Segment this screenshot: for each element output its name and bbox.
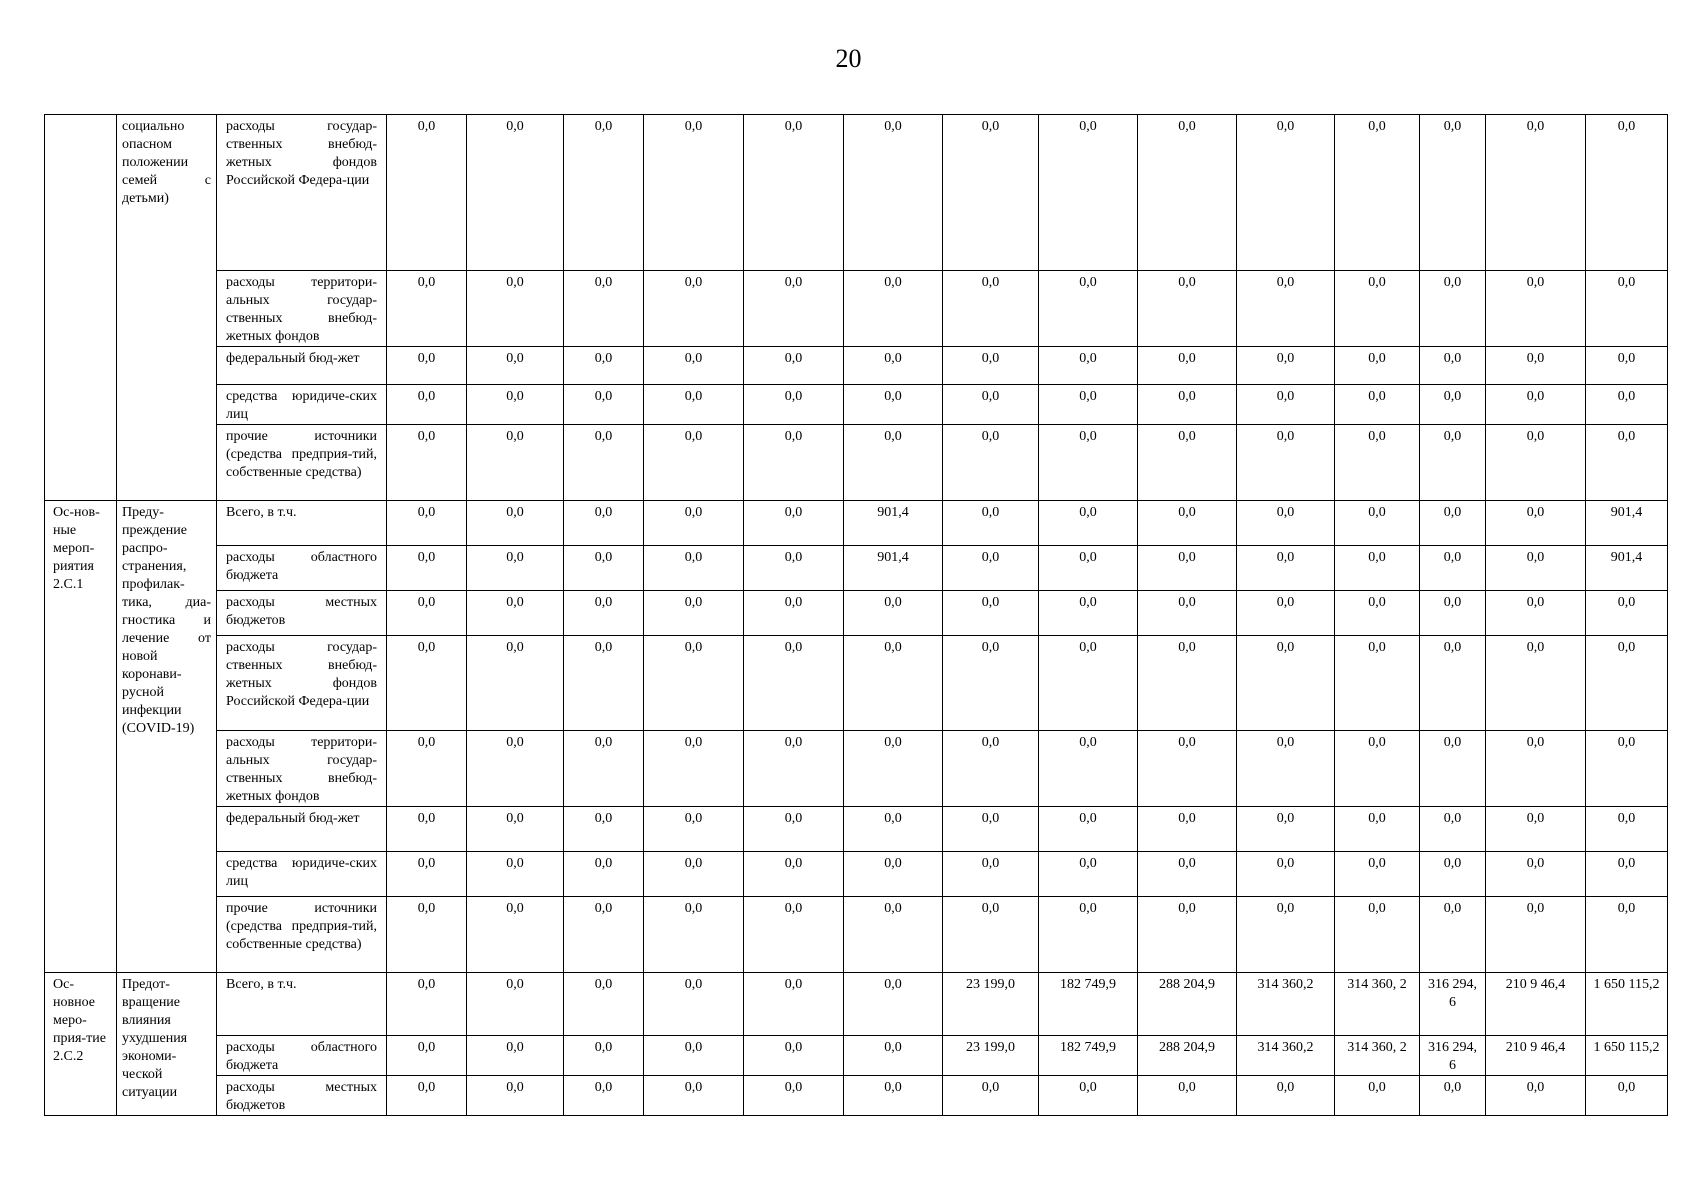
value-cell: 0,0 [1486,501,1586,546]
value-cell: 0,0 [1335,425,1420,501]
value-cell: 0,0 [1039,1076,1138,1116]
value-cell: 0,0 [564,897,644,973]
page-number: 20 [835,44,862,73]
table-row [45,1036,1668,1076]
value-cell: 0,0 [467,501,564,546]
table-row [45,347,1668,385]
value-cell: 0,0 [943,115,1039,271]
value-cell: 0,0 [1039,636,1138,731]
value-cell: 0,0 [387,385,467,425]
value-cell: 0,0 [1586,591,1668,636]
value-cell: 0,0 [943,591,1039,636]
value-cell: 0,0 [1237,115,1335,271]
value-cell: 0,0 [1237,1076,1335,1116]
value-cell: 0,0 [1039,731,1138,807]
value-cell: 0,0 [1039,347,1138,385]
value-cell: 0,0 [644,973,744,1036]
value-cell: 0,0 [1039,501,1138,546]
value-cell: 0,0 [564,973,644,1036]
value-cell: 0,0 [1335,852,1420,897]
table-row [45,973,1668,1036]
table-row [45,731,1668,807]
value-cell: 0,0 [1420,1076,1486,1116]
value-cell: 0,0 [943,271,1039,347]
value-cell: 0,0 [1039,115,1138,271]
value-cell: 0,0 [387,1036,467,1076]
value-cell: 0,0 [943,731,1039,807]
value-cell: 0,0 [387,731,467,807]
value-cell: 0,0 [1237,425,1335,501]
value-cell: 0,0 [1486,591,1586,636]
value-cell: 0,0 [387,271,467,347]
funding-source: расходы местных бюджетов [217,1076,387,1116]
value-cell: 0,0 [744,115,844,271]
value-cell: 0,0 [844,852,943,897]
measure-name: социально опасном положении семей с детьми) [117,115,217,501]
value-cell: 0,0 [387,852,467,897]
value-cell: 0,0 [387,546,467,591]
value-cell: 0,0 [564,546,644,591]
value-cell: 0,0 [564,425,644,501]
table-row [45,501,1668,546]
measure-code: Ос-нов-ные мероп-риятия 2.С.1 [45,501,117,973]
value-cell: 0,0 [1335,115,1420,271]
value-cell: 0,0 [1486,731,1586,807]
funding-source: прочие источники (средства предприя-тий, собственные средства) [217,425,387,501]
value-cell: 0,0 [1138,807,1237,852]
value-cell: 0,0 [644,807,744,852]
value-cell: 0,0 [467,385,564,425]
value-cell: 0,0 [387,807,467,852]
value-cell: 0,0 [1420,546,1486,591]
value-cell: 0,0 [467,347,564,385]
value-cell: 0,0 [387,1076,467,1116]
value-cell: 0,0 [844,807,943,852]
value-cell: 0,0 [1586,897,1668,973]
value-cell: 0,0 [744,636,844,731]
table-row [45,636,1668,731]
value-cell: 0,0 [1138,897,1237,973]
value-cell: 0,0 [1335,731,1420,807]
value-cell: 0,0 [467,807,564,852]
value-cell: 0,0 [564,731,644,807]
value-cell: 0,0 [744,1036,844,1076]
value-cell: 0,0 [644,385,744,425]
value-cell: 316 294, 6 [1420,973,1486,1036]
value-cell: 0,0 [564,347,644,385]
value-cell: 0,0 [1138,591,1237,636]
value-cell: 0,0 [844,897,943,973]
value-cell: 314 360,2 [1237,973,1335,1036]
value-cell: 901,4 [844,546,943,591]
value-cell: 0,0 [844,731,943,807]
value-cell: 0,0 [943,897,1039,973]
value-cell: 0,0 [467,852,564,897]
funding-source: расходы областного бюджета [217,546,387,591]
value-cell: 0,0 [644,636,744,731]
value-cell: 0,0 [1486,425,1586,501]
table-row [45,897,1668,973]
value-cell: 0,0 [844,115,943,271]
value-cell: 0,0 [744,807,844,852]
value-cell: 0,0 [1486,385,1586,425]
value-cell: 0,0 [1586,731,1668,807]
value-cell: 0,0 [744,973,844,1036]
value-cell: 0,0 [943,385,1039,425]
value-cell: 210 9 46,4 [1486,973,1586,1036]
value-cell: 0,0 [467,1076,564,1116]
measure-code [45,115,117,501]
value-cell: 0,0 [564,636,644,731]
table-row [45,546,1668,591]
value-cell: 0,0 [844,1076,943,1116]
value-cell: 0,0 [644,115,744,271]
funding-source: средства юридиче-ских лиц [217,852,387,897]
value-cell: 0,0 [1335,385,1420,425]
value-cell: 0,0 [943,1076,1039,1116]
value-cell: 0,0 [1039,852,1138,897]
value-cell: 0,0 [1237,807,1335,852]
value-cell: 0,0 [1237,546,1335,591]
value-cell: 0,0 [467,591,564,636]
value-cell: 210 9 46,4 [1486,1036,1586,1076]
value-cell: 0,0 [644,1036,744,1076]
value-cell: 0,0 [1237,385,1335,425]
value-cell: 0,0 [644,1076,744,1116]
value-cell: 0,0 [744,385,844,425]
value-cell: 0,0 [467,731,564,807]
value-cell: 0,0 [844,271,943,347]
value-cell: 0,0 [744,425,844,501]
funding-source: федеральный бюд-жет [217,807,387,852]
value-cell: 0,0 [943,852,1039,897]
value-cell: 0,0 [644,546,744,591]
value-cell: 0,0 [564,591,644,636]
value-cell: 0,0 [1586,636,1668,731]
value-cell: 0,0 [1586,1076,1668,1116]
funding-source: расходы местных бюджетов [217,591,387,636]
table-row [45,271,1668,347]
value-cell: 23 199,0 [943,973,1039,1036]
value-cell: 288 204,9 [1138,1036,1237,1076]
value-cell: 0,0 [1039,385,1138,425]
measure-code: Ос-новное меро-прия-тие 2.С.2 [45,973,117,1116]
value-cell: 0,0 [943,347,1039,385]
value-cell: 0,0 [1237,897,1335,973]
measure-name: Преду-преждение распро-странения, профилак-тика, диа-гностика и лечение от новой коронави-русной инфекции (COVID-19) [117,501,217,973]
value-cell: 0,0 [744,897,844,973]
value-cell: 0,0 [387,591,467,636]
value-cell: 0,0 [1420,897,1486,973]
value-cell: 0,0 [387,973,467,1036]
value-cell: 0,0 [1237,731,1335,807]
value-cell: 0,0 [1486,347,1586,385]
value-cell: 0,0 [943,636,1039,731]
value-cell: 0,0 [744,501,844,546]
value-cell: 0,0 [744,347,844,385]
value-cell: 0,0 [644,501,744,546]
value-cell: 0,0 [1486,1076,1586,1116]
value-cell: 182 749,9 [1039,1036,1138,1076]
value-cell: 0,0 [943,546,1039,591]
table-row [45,115,1668,271]
value-cell: 0,0 [1335,897,1420,973]
value-cell: 0,0 [1237,636,1335,731]
value-cell: 0,0 [387,636,467,731]
value-cell: 0,0 [1335,807,1420,852]
value-cell: 0,0 [387,425,467,501]
value-cell: 0,0 [1420,852,1486,897]
value-cell: 0,0 [1335,591,1420,636]
value-cell: 0,0 [1420,271,1486,347]
value-cell: 0,0 [1586,425,1668,501]
value-cell: 0,0 [1237,852,1335,897]
value-cell: 0,0 [1237,347,1335,385]
value-cell: 0,0 [387,115,467,271]
funding-source: федеральный бюд-жет [217,347,387,385]
value-cell: 0,0 [1237,591,1335,636]
value-cell: 0,0 [1138,115,1237,271]
table-row [45,385,1668,425]
value-cell: 0,0 [1586,385,1668,425]
funding-source: расходы территори-альных государ-ственных внебюд-жетных фондов [217,731,387,807]
value-cell: 0,0 [1039,807,1138,852]
measure-name: Предот-вращение влияния ухудшения экономи-ческой ситуации [117,973,217,1116]
value-cell: 0,0 [467,973,564,1036]
funding-source: средства юридиче-ских лиц [217,385,387,425]
funding-source: Всего, в т.ч. [217,973,387,1036]
value-cell: 0,0 [1138,731,1237,807]
value-cell: 0,0 [467,546,564,591]
funding-source: расходы государ-ственных внебюд-жетных фондов Российской Федера-ции [217,115,387,271]
value-cell: 0,0 [1586,115,1668,271]
value-cell: 0,0 [467,115,564,271]
value-cell: 0,0 [1335,1076,1420,1116]
table-row [45,1076,1668,1116]
value-cell: 901,4 [1586,501,1668,546]
value-cell: 0,0 [1420,731,1486,807]
value-cell: 0,0 [1138,385,1237,425]
value-cell: 0,0 [564,501,644,546]
funding-source: расходы областного бюджета [217,1036,387,1076]
funding-source: Всего, в т.ч. [217,501,387,546]
value-cell: 0,0 [844,973,943,1036]
value-cell: 0,0 [1138,271,1237,347]
value-cell: 0,0 [387,347,467,385]
value-cell: 0,0 [564,385,644,425]
value-cell: 0,0 [1586,852,1668,897]
value-cell: 182 749,9 [1039,973,1138,1036]
funding-source: расходы государ-ственных внебюд-жетных фондов Российской Федера-ции [217,636,387,731]
value-cell: 0,0 [1039,546,1138,591]
value-cell: 0,0 [644,347,744,385]
value-cell: 0,0 [744,591,844,636]
value-cell: 0,0 [1420,807,1486,852]
value-cell: 0,0 [844,425,943,501]
value-cell: 0,0 [1138,501,1237,546]
value-cell: 0,0 [1586,271,1668,347]
value-cell: 901,4 [1586,546,1668,591]
value-cell: 0,0 [564,1036,644,1076]
value-cell: 0,0 [1486,807,1586,852]
value-cell: 0,0 [744,1076,844,1116]
value-cell: 0,0 [844,347,943,385]
value-cell: 0,0 [943,501,1039,546]
value-cell: 0,0 [744,546,844,591]
value-cell: 0,0 [644,731,744,807]
value-cell: 0,0 [467,271,564,347]
value-cell: 0,0 [467,425,564,501]
value-cell: 288 204,9 [1138,973,1237,1036]
value-cell: 0,0 [1335,636,1420,731]
table-row [45,591,1668,636]
value-cell: 314 360, 2 [1335,1036,1420,1076]
value-cell: 0,0 [1486,897,1586,973]
value-cell: 0,0 [1486,546,1586,591]
value-cell: 0,0 [1138,1076,1237,1116]
table-row [45,807,1668,852]
value-cell: 0,0 [1335,501,1420,546]
value-cell: 0,0 [744,731,844,807]
value-cell: 0,0 [1039,591,1138,636]
value-cell: 0,0 [1420,425,1486,501]
value-cell: 0,0 [1486,115,1586,271]
value-cell: 0,0 [744,271,844,347]
value-cell: 0,0 [1420,636,1486,731]
value-cell: 0,0 [1335,271,1420,347]
value-cell: 0,0 [744,852,844,897]
table-row [45,425,1668,501]
value-cell: 23 199,0 [943,1036,1039,1076]
value-cell: 0,0 [943,425,1039,501]
value-cell: 0,0 [1586,347,1668,385]
value-cell: 0,0 [387,501,467,546]
value-cell: 0,0 [564,852,644,897]
value-cell: 0,0 [387,897,467,973]
value-cell: 0,0 [844,636,943,731]
value-cell: 0,0 [1420,591,1486,636]
value-cell: 1 650 115,2 [1586,973,1668,1036]
value-cell: 314 360, 2 [1335,973,1420,1036]
value-cell: 0,0 [644,425,744,501]
value-cell: 0,0 [564,807,644,852]
value-cell: 0,0 [844,591,943,636]
funding-source: прочие источники (средства предприя-тий, собственные средства) [217,897,387,973]
funding-source: расходы территори-альных государ-ственных внебюд-жетных фондов [217,271,387,347]
value-cell: 0,0 [467,1036,564,1076]
value-cell: 0,0 [1586,807,1668,852]
value-cell: 0,0 [1138,852,1237,897]
value-cell: 0,0 [1237,271,1335,347]
value-cell: 314 360,2 [1237,1036,1335,1076]
value-cell: 0,0 [564,1076,644,1116]
value-cell: 0,0 [844,1036,943,1076]
value-cell: 0,0 [1420,501,1486,546]
value-cell: 0,0 [644,852,744,897]
value-cell: 0,0 [564,115,644,271]
value-cell: 316 294, 6 [1420,1036,1486,1076]
value-cell: 0,0 [1486,271,1586,347]
value-cell: 901,4 [844,501,943,546]
table-row [45,852,1668,897]
value-cell: 0,0 [1039,897,1138,973]
budget-table [44,114,1668,1116]
value-cell: 0,0 [467,636,564,731]
value-cell: 0,0 [1420,115,1486,271]
value-cell: 0,0 [1138,425,1237,501]
value-cell: 0,0 [1420,347,1486,385]
value-cell: 0,0 [943,807,1039,852]
value-cell: 0,0 [1138,636,1237,731]
value-cell: 0,0 [1486,852,1586,897]
value-cell: 0,0 [467,897,564,973]
value-cell: 0,0 [564,271,644,347]
value-cell: 0,0 [1420,385,1486,425]
value-cell: 0,0 [1039,425,1138,501]
value-cell: 0,0 [1138,347,1237,385]
value-cell: 0,0 [1486,636,1586,731]
value-cell: 0,0 [844,385,943,425]
value-cell: 1 650 115,2 [1586,1036,1668,1076]
value-cell: 0,0 [644,591,744,636]
value-cell: 0,0 [644,897,744,973]
value-cell: 0,0 [1138,546,1237,591]
value-cell: 0,0 [644,271,744,347]
value-cell: 0,0 [1335,546,1420,591]
value-cell: 0,0 [1335,347,1420,385]
value-cell: 0,0 [1039,271,1138,347]
value-cell: 0,0 [1237,501,1335,546]
